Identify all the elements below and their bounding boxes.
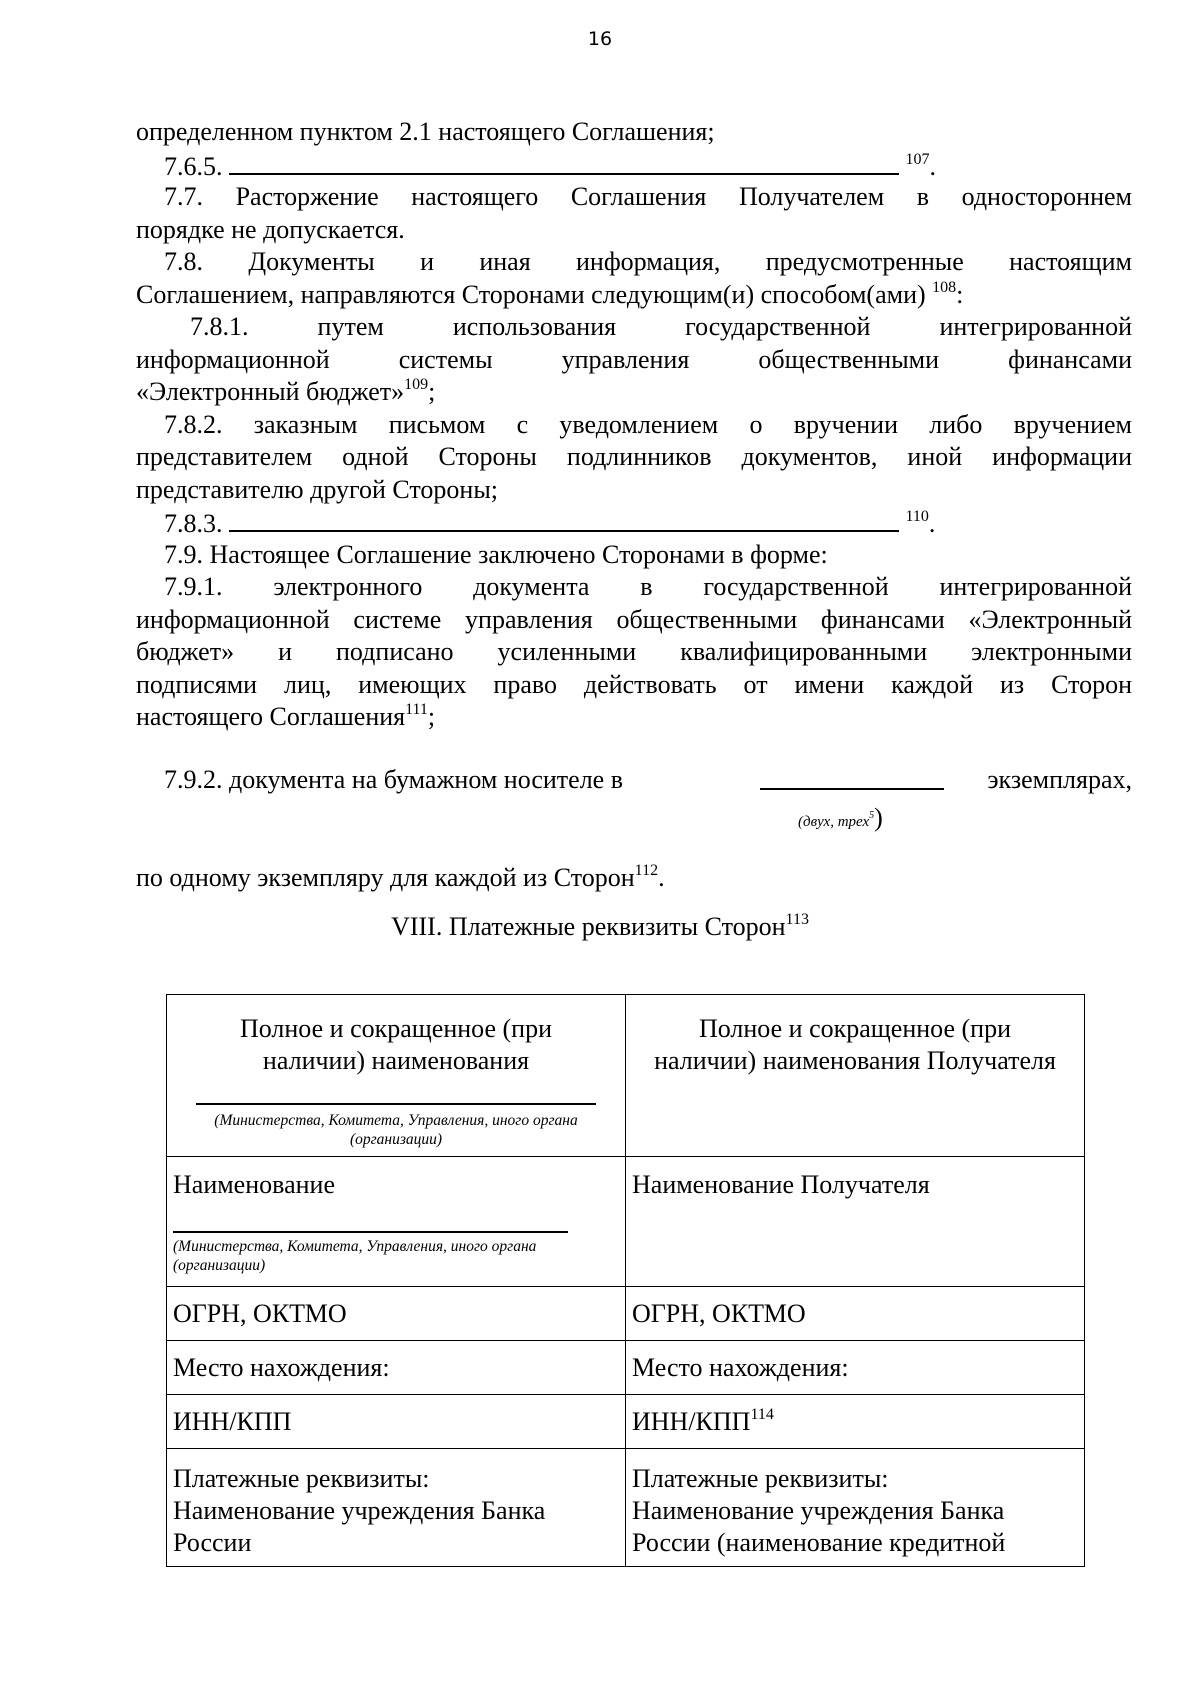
text-line: 7.7. Расторжение настоящего Соглашения Получателем в одностороннем [164,182,1132,211]
cell-text: Наименование Получателя [632,1170,930,1199]
caption-text: (Министерства, Комитета, Управления, иного органа [214,1112,578,1129]
clause-7-8-2 [136,409,1132,442]
footnote-ref: 109 [404,376,429,393]
body-line: «Электронный бюджет»$^{109}$; [136,376,436,406]
cell-text: Место нахождения: [173,1352,390,1382]
section-heading [0,912,1200,942]
caption-text: (организации) [173,1257,266,1274]
cell-text: Место нахождения: [632,1352,849,1382]
text-line: 7.8.1. путем использования государственной интегрированной [190,312,1132,341]
footnote-ref: 111 [405,701,428,718]
text-line: порядке не допускается. [136,214,405,244]
table-row [167,1157,1085,1287]
cell-text: наличии) наименования Получателя [654,1046,1056,1075]
body-line [136,116,1132,149]
text-line: 7.9.1. электронного документа в государственной интегрированной [164,572,1132,601]
body-line [136,764,1132,797]
text-line: по одному экземпляру для каждой из Сторон [136,863,635,892]
caption-text: (Министерства, Комитета, Управления, иного органа [173,1238,537,1255]
body-line [136,604,1132,637]
blank-line [173,1231,568,1233]
table-cell [626,1395,1085,1449]
clause-label: 7.8.3. [164,509,223,538]
body-line [136,214,1132,247]
footnote-ref: 108 [932,278,957,296]
cell-text: Наименование [173,1170,335,1199]
table-row [167,1341,1085,1395]
page-number: 16 [587,28,613,50]
blank-line [760,764,944,790]
cell-text: Платежные реквизиты: [632,1464,889,1493]
text-line: 7.9.2. документа на бумажном носителе в [164,765,623,794]
body-line [136,344,1132,377]
cell-text: России [173,1528,252,1557]
cell-text: Полное и сокращенное (при [239,1014,553,1043]
footnote-ref: 112 [634,862,659,879]
clause-7-7 [136,181,1132,214]
cell-text: ИНН/КПП [173,1406,292,1436]
table-cell [167,1395,626,1449]
text-line: Соглашением, направляются Сторонами следующим(и) способом(ами) [136,279,926,309]
cell-text: России (наименование кредитной [632,1528,1006,1557]
table-cell [167,1341,626,1395]
caption-text: (организации) [349,1131,443,1148]
body-line [136,669,1132,702]
text-line: информационной системе управления общественными финансами «Электронный [136,604,1132,634]
table-cell [167,1449,626,1567]
cell-text: Наименование учреждения Банка [173,1496,546,1525]
cell-text: ОГРН, ОКТМО [632,1298,806,1328]
cell-text: Наименование учреждения Банка [632,1496,1005,1525]
clause-7-9-1 [136,571,1132,604]
footnote-ref: 107 [905,150,930,168]
text-line: подписями лиц, имеющих право действовать от имени каждой из Сторон [136,669,1132,699]
table-cell [626,1157,1085,1287]
table-cell [626,1341,1085,1395]
blank-line [229,506,899,532]
table-cell [167,1157,626,1287]
text-line: представителю другой Стороны; [136,474,499,504]
cell-text: наличии) наименования [262,1046,530,1075]
table-cell [626,1287,1085,1341]
hint-caption: (двух, трех$^5$) [798,803,883,832]
text-line: экземплярах, [987,765,1132,794]
text-line: бюджет» и подписано усиленными квалифицированными электронными [136,637,1132,666]
clause-7-9 [136,539,1132,572]
cell-text: Полное и сокращенное (при [698,1014,1012,1043]
text-line: представителем одной Стороны подлинников документов, иной информации [136,442,1132,471]
payment-details-table [166,994,1085,1567]
clause-7-8 [136,246,1132,279]
text-line: 7.8. Документы и иная информация, предусмотренные настоящим [164,247,1132,276]
clause-label: 7.6.5. [164,151,223,181]
cell-text: ИНН/КПП [632,1406,751,1436]
text-line: информационной системы управления общественными финансами [136,344,1132,374]
table-cell [167,1287,626,1341]
clause-7-6-5: 7.6.5. $^{107}$. [164,150,936,181]
footnote-ref: 113 [785,911,809,928]
clause-7-9-2-cont [136,862,1132,895]
text-line: определенном пунктом 2.1 настоящего Соглашения; [136,117,715,146]
cell-text: ОГРН, ОКТМО [173,1298,347,1328]
clause-7-8-3: 7.8.3. $^{110}$. [164,508,936,538]
table-cell [626,1449,1085,1567]
document-body [136,116,1132,734]
table-row [167,1287,1085,1341]
body-line: настоящего Соглашения$^{111}$; [136,701,436,731]
body-line [136,441,1132,474]
body-line [136,636,1132,669]
footnote-ref: 5 [869,810,875,821]
body-line: по одному экземпляру для каждой из Сторон$^{112}$. [136,862,665,892]
caption-text: (двух, трех [798,814,870,830]
blank-line [229,149,899,175]
text-line: 7.9. Настоящее Соглашение заключено Сторонами в форме: [164,539,828,569]
table-row [167,995,1085,1157]
body-line: Соглашением, направляются Сторонами следующим(и) способом(ами) $^{108}$: [136,278,964,309]
clause-7-8-1 [136,311,1132,344]
table-cell [167,995,626,1157]
blank-line [196,1103,596,1105]
section-title: VIII. Платежные реквизиты Сторон [391,912,786,941]
text-line: настоящего Соглашения [136,702,406,731]
text-line: 7.8.2. заказным письмом с уведомлением о вручении либо вручением [164,409,1132,439]
body-line [136,474,1132,507]
table-row [167,1395,1085,1449]
table-row [167,1449,1085,1567]
footnote-ref: 110 [905,508,929,525]
cell-text: Платежные реквизиты: [173,1464,430,1493]
table-cell [626,995,1085,1157]
footnote-ref: 114 [750,1405,774,1423]
text-line: «Электронный бюджет» [136,377,405,406]
